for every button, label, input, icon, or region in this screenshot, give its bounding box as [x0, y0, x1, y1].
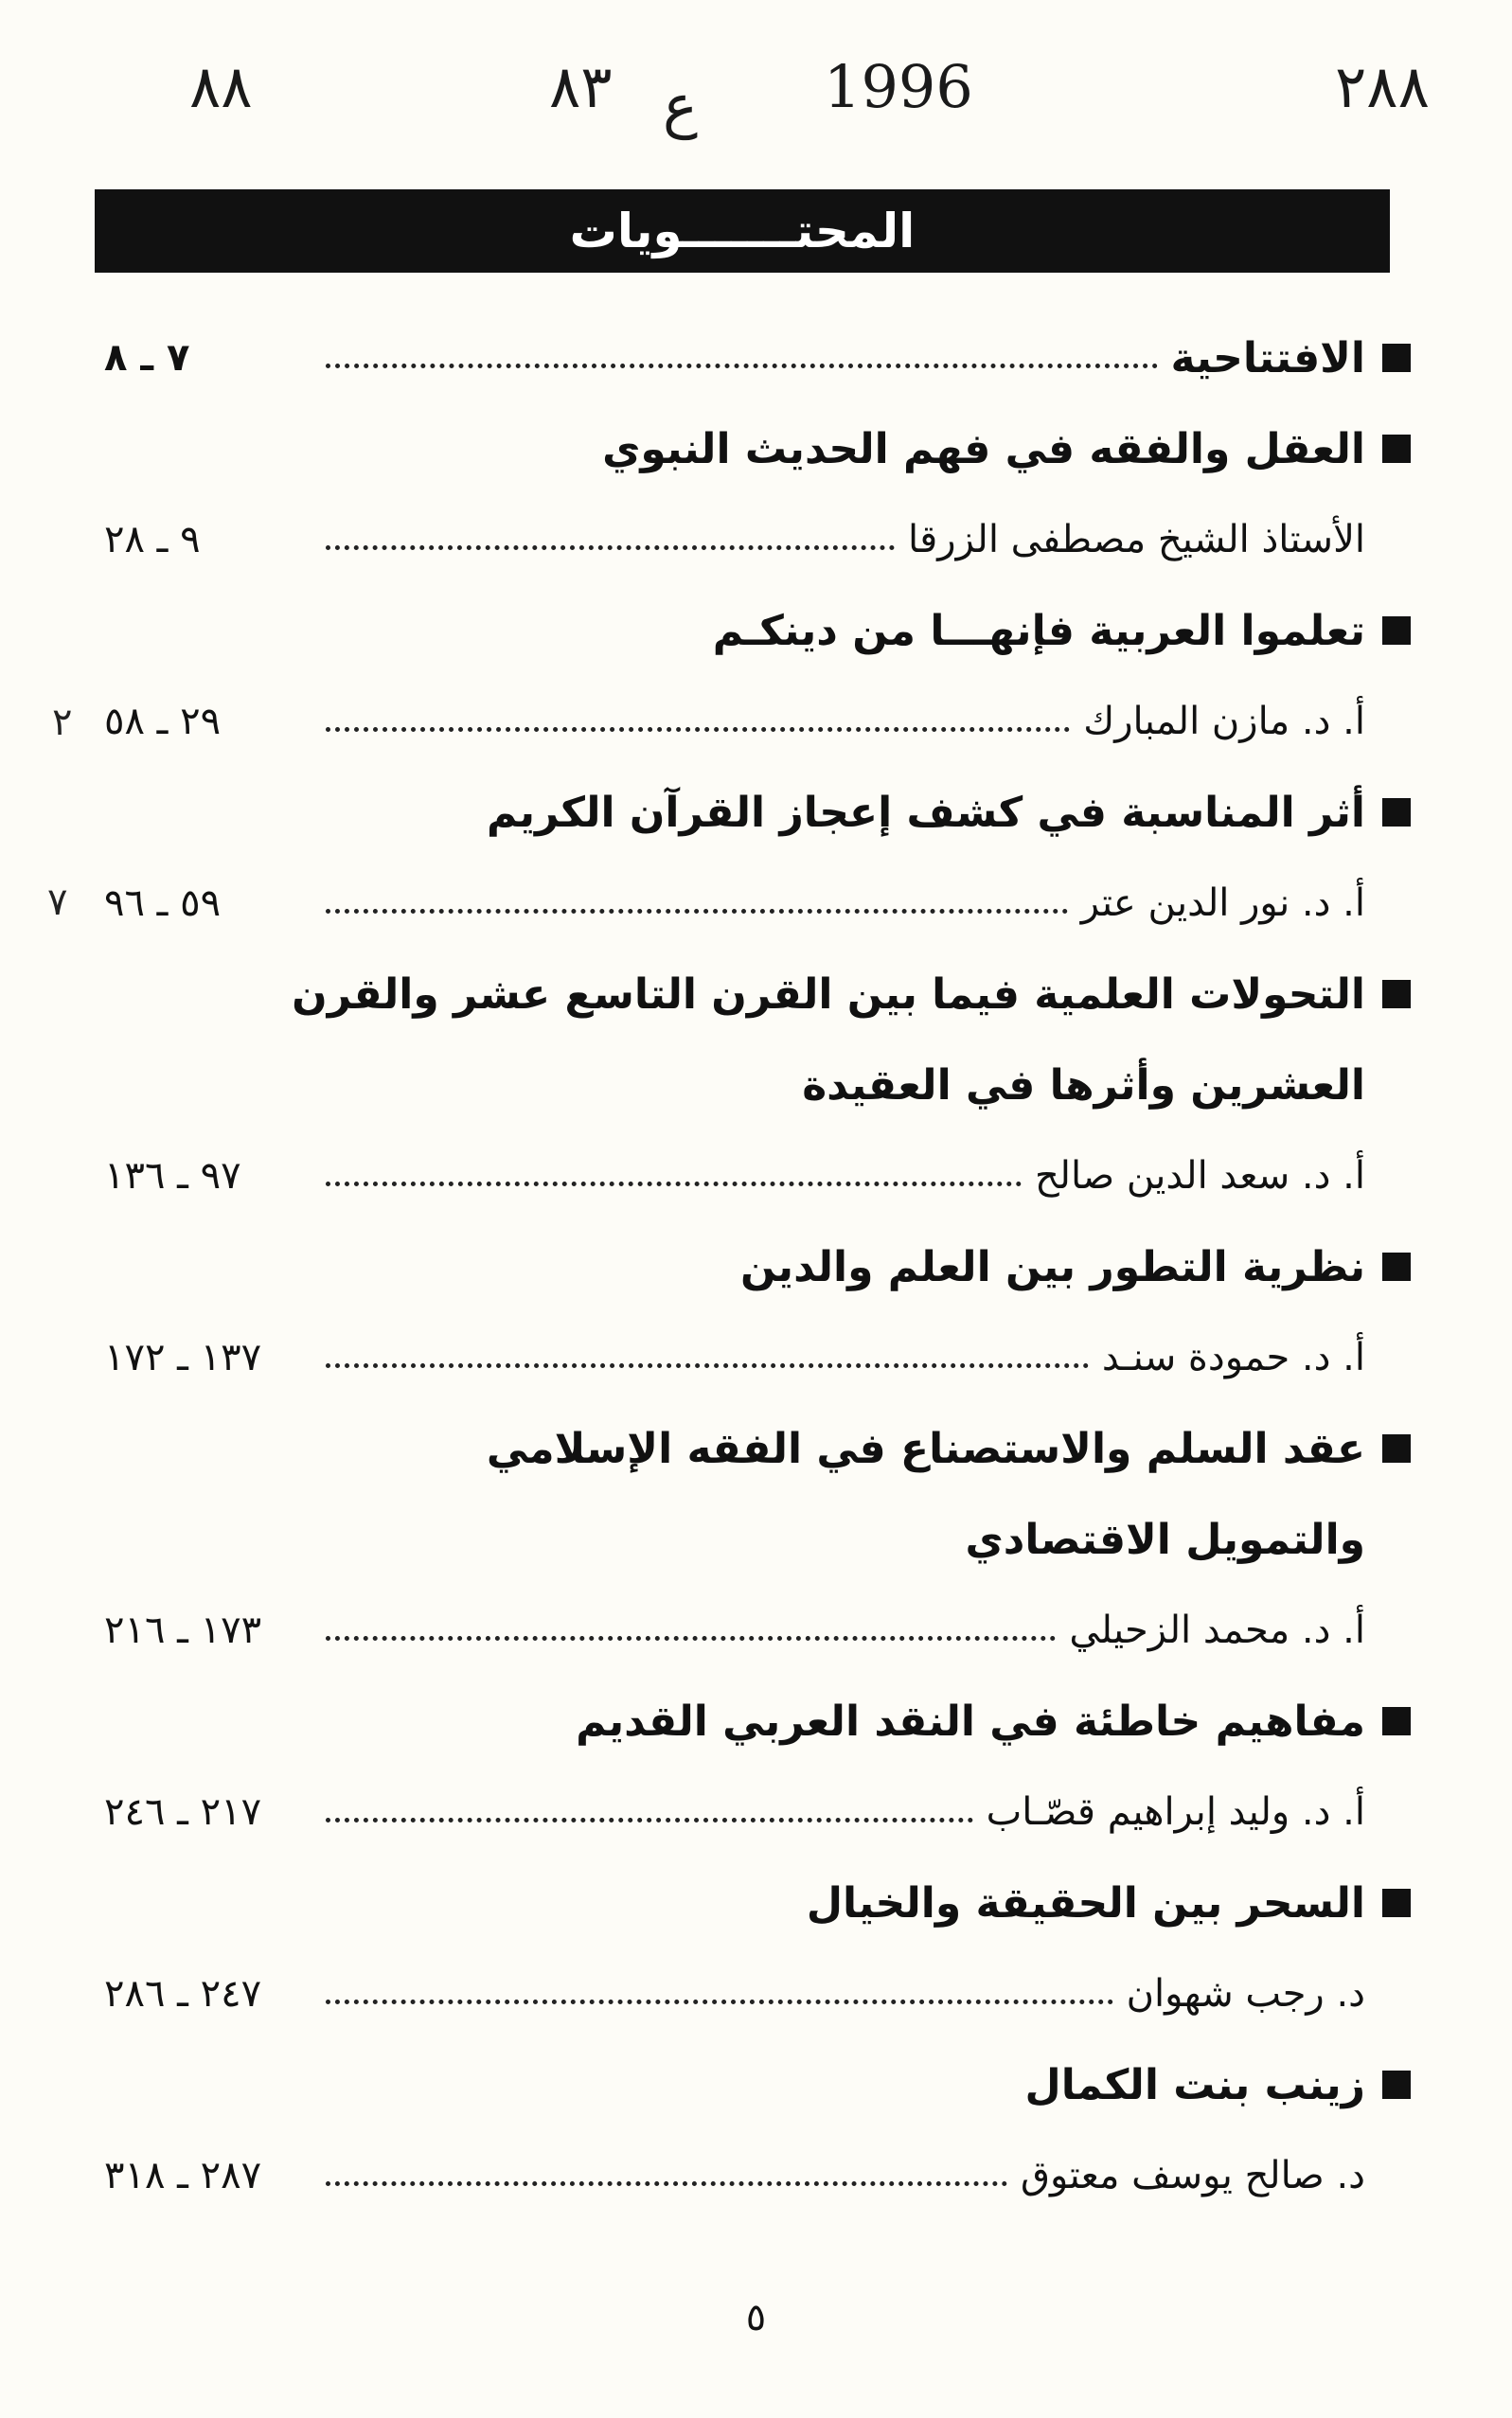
- bullet-square-icon: [1382, 2071, 1411, 2099]
- toc-entry: [104, 1948, 1411, 2039]
- toc-heading-text: العشرين وأثرها في العقيدة: [802, 1060, 1365, 1110]
- dot-leader: [326, 364, 1158, 368]
- table-of-contents: [104, 312, 1411, 2221]
- dot-leader: [326, 1363, 1089, 1368]
- toc-heading: [104, 585, 1411, 676]
- toc-heading-text: زينب بنت الكمال: [1024, 2060, 1365, 2109]
- toc-heading: [104, 767, 1411, 858]
- bullet-square-icon: [1382, 798, 1411, 827]
- dot-leader: [326, 1636, 1056, 1641]
- margin-mark: ٢: [52, 701, 73, 744]
- dot-leader: [326, 727, 1070, 732]
- toc-entry-text: أ. د. نور الدين عتر: [1080, 881, 1365, 925]
- toc-heading: [104, 1858, 1411, 1948]
- page-range: ١٣٧ ـ ١٧٢: [104, 1336, 262, 1379]
- toc-entry: [104, 1130, 1411, 1221]
- handwritten-letter: ع: [663, 71, 698, 140]
- toc-entry: [104, 494, 1411, 585]
- toc-entry-text: الأستاذ الشيخ مصطفى الزرقا: [907, 518, 1365, 561]
- toc-heading-text: عقد السلم والاستصناع في الفقه الإسلامي: [486, 1424, 1365, 1473]
- toc-entry: [104, 1585, 1411, 1676]
- toc-heading-text: نظرية التطور بين العلم والدين: [739, 1242, 1365, 1291]
- toc-heading: [104, 1494, 1411, 1585]
- bullet-square-icon: [1382, 435, 1411, 463]
- toc-entry: [104, 676, 1411, 767]
- toc-entry: [104, 312, 1411, 403]
- page-range: ٢٨٧ ـ ٣١٨: [104, 2154, 262, 2197]
- toc-entry-text: أ. د. حمودة سنـد: [1101, 1336, 1365, 1379]
- toc-entry: [104, 1767, 1411, 1858]
- handwritten-number-mid: ٨٣: [549, 52, 613, 121]
- toc-heading-text: العقل والفقه في فهم الحديث النبوي: [602, 424, 1365, 473]
- toc-entry-text: أ. د. وليد إبراهيم قصّـاب: [986, 1790, 1365, 1834]
- toc-entry-text: أ. د. سعد الدين صالح: [1034, 1154, 1365, 1198]
- page-range: ٢٩ ـ ٥٨: [104, 700, 222, 743]
- bullet-square-icon: [1382, 1707, 1411, 1735]
- page-range: ٩ ـ ٢٨: [104, 518, 201, 561]
- page-number: ٥: [745, 2296, 767, 2339]
- dot-leader: [326, 1818, 973, 1822]
- bullet-square-icon: [1382, 1889, 1411, 1917]
- toc-heading: [104, 1676, 1411, 1767]
- toc-entry: [104, 2130, 1411, 2221]
- page-range: ٩٧ ـ ١٣٦: [104, 1154, 241, 1198]
- dot-leader: [326, 2000, 1113, 2004]
- handwritten-number-left: ٨٨: [189, 52, 253, 121]
- page-range: ٢٤٧ ـ ٢٨٦: [104, 1972, 262, 2016]
- margin-mark: ٧: [47, 880, 68, 924]
- contents-title-bar: [95, 189, 1390, 273]
- dot-leader: [326, 545, 895, 550]
- bullet-square-icon: [1382, 980, 1411, 1008]
- bullet-square-icon: [1382, 1434, 1411, 1463]
- toc-heading-text: مفاهيم خاطئة في النقد العربي القديم: [576, 1697, 1365, 1746]
- page-range: ٢١٧ ـ ٢٤٦: [104, 1790, 262, 1834]
- toc-heading: [104, 403, 1411, 494]
- toc-heading: [104, 2039, 1411, 2130]
- toc-heading: [104, 1221, 1411, 1312]
- dot-leader: [326, 1182, 1022, 1186]
- dot-leader: [326, 909, 1068, 914]
- toc-entry: [104, 1312, 1411, 1403]
- bullet-square-icon: [1382, 1253, 1411, 1281]
- toc-heading: [104, 949, 1411, 1040]
- bullet-square-icon: [1382, 344, 1411, 372]
- dot-leader: [326, 2181, 1007, 2186]
- toc-entry-text: أ. د. مازن المبارك: [1083, 700, 1365, 743]
- toc-entry-text: أ. د. محمد الزحيلي: [1069, 1609, 1365, 1652]
- toc-entry-text: الافتتاحية: [1170, 333, 1365, 382]
- toc-entry-text: د. رجب شهوان: [1126, 1972, 1365, 2016]
- toc-heading: [104, 1040, 1411, 1130]
- page-range: ١٧٣ ـ ٢١٦: [104, 1609, 262, 1652]
- handwritten-annotations: [0, 52, 1512, 140]
- page-title: المحتـــــــويات: [569, 204, 916, 258]
- toc-heading-text: السحر بين الحقيقة والخيال: [806, 1878, 1365, 1928]
- toc-heading-text: التحولات العلمية فيما بين القرن التاسع عشر والقرن: [292, 969, 1365, 1019]
- page-range: ٥٩ ـ ٩٦: [104, 881, 222, 925]
- bullet-square-icon: [1382, 616, 1411, 645]
- toc-heading-text: أثر المناسبة في كشف إعجاز القرآن الكريم: [486, 788, 1365, 837]
- toc-heading-text: تعلموا العربية فإنهـــا من دينكـم: [712, 606, 1365, 655]
- toc-heading-text: والتمويل الاقتصادي: [965, 1515, 1365, 1564]
- toc-entry: [104, 858, 1411, 949]
- handwritten-number-right: ٢٨٨: [1335, 52, 1430, 121]
- toc-entry-text: د. صالح يوسف معتوق: [1020, 2154, 1365, 2197]
- handwritten-year: 1996: [824, 52, 973, 121]
- toc-heading: [104, 1403, 1411, 1494]
- page-range: ٧ ـ ٨: [104, 336, 190, 380]
